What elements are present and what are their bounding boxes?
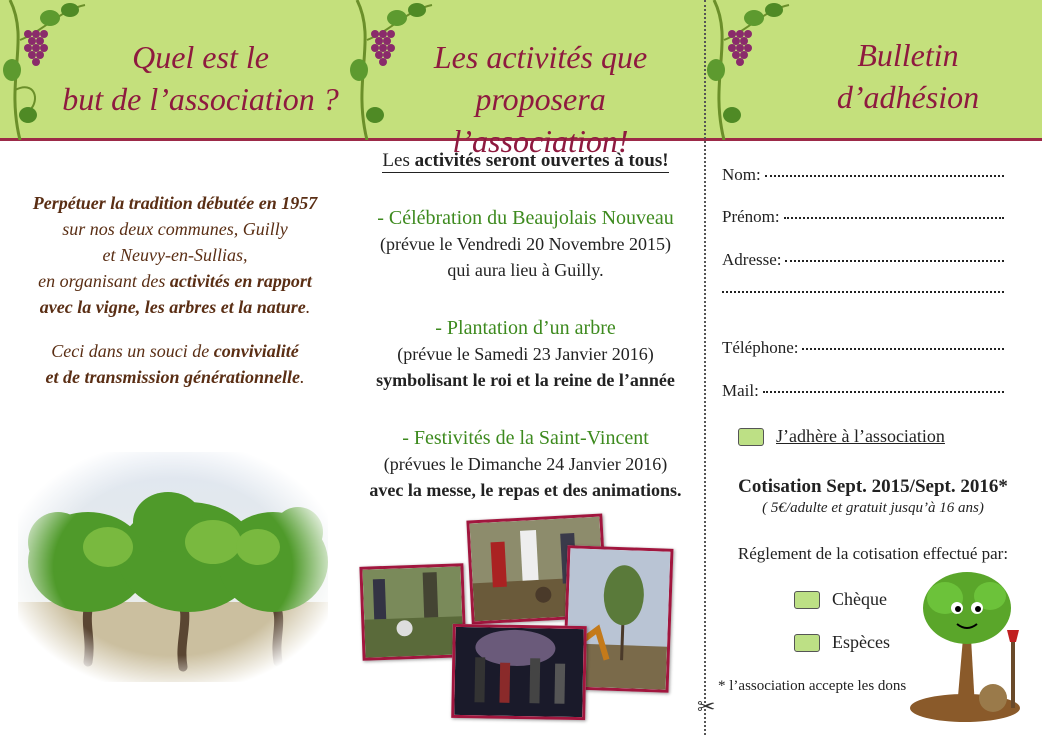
mail-field[interactable]: Mail:	[722, 381, 1004, 401]
prenom-field[interactable]: Prénom:	[722, 207, 1004, 227]
tree-mascot-icon	[905, 568, 1037, 728]
nom-input-line[interactable]	[765, 174, 1004, 177]
prenom-input-line[interactable]	[784, 216, 1004, 219]
event-photo	[359, 563, 466, 661]
cotisation-tarif: ( 5€/adulte et gratuit jusqu’à 16 ans)	[762, 500, 984, 516]
adhere-checkbox[interactable]	[738, 428, 764, 446]
event-photo	[451, 624, 587, 720]
mail-input-line[interactable]	[763, 390, 1004, 393]
cheque-checkbox[interactable]	[794, 591, 820, 609]
activity-item: - Festivités de la Saint-Vincent (prévues le Dimanche 24 Janvier 2016) avec la messe, le repas et des animations.	[369, 427, 682, 500]
panel-title: Les activités que proposera l’association!	[433, 39, 648, 159]
cotisation-heading: Cotisation Sept. 2015/Sept. 2016*	[738, 476, 1008, 497]
reglement-label: Réglement de la cotisation effectué par:	[737, 544, 1009, 563]
adresse-input-line-2[interactable]	[722, 290, 1004, 293]
adresse-field[interactable]: Adresse:	[722, 250, 1004, 270]
grape-vine-icon	[704, 0, 794, 140]
vineyard-photo	[18, 452, 328, 682]
panel-title: Bulletin d’adhésion	[836, 37, 980, 115]
activity-item: - Célébration du Beaujolais Nouveau (prévue le Vendredi 20 Novembre 2015) qui aura lieu à Guilly.	[377, 207, 674, 280]
especes-option[interactable]: Espèces	[794, 632, 890, 653]
purpose-text: Perpétuer la tradition débutée en 1957 sur nos deux communes, Guilly et Neuvy-en-Sullias, en organisant des activités en rapport avec la vigne, les arbres et la nature. Ceci dans un souci de convivialité et de transmission générationnelle.	[32, 193, 318, 387]
especes-checkbox[interactable]	[794, 634, 820, 652]
nom-field[interactable]: Nom:	[722, 165, 1004, 185]
panel-activities	[347, 0, 704, 735]
cheque-option[interactable]: Chèque	[794, 589, 887, 610]
donation-note: * l’association accepte les dons	[718, 678, 907, 694]
adresse-field-line2[interactable]	[722, 293, 1004, 296]
panel-purpose	[0, 0, 347, 735]
panel-title: Quel est le but de l’association ?	[62, 39, 339, 117]
adhere-checkbox-row[interactable]: J’adhère à l’association	[738, 426, 945, 447]
activities-subheading: Les activités seront ouvertes à tous!	[382, 150, 669, 171]
scissors-icon: ✂	[697, 695, 716, 720]
activity-item: - Plantation d’un arbre (prévue le Samedi 23 Janvier 2016) symbolisant le roi et la reine de l’année	[376, 317, 675, 390]
telephone-field[interactable]: Téléphone:	[722, 338, 1004, 358]
adresse-input-line[interactable]	[785, 259, 1004, 262]
telephone-input-line[interactable]	[802, 347, 1004, 350]
